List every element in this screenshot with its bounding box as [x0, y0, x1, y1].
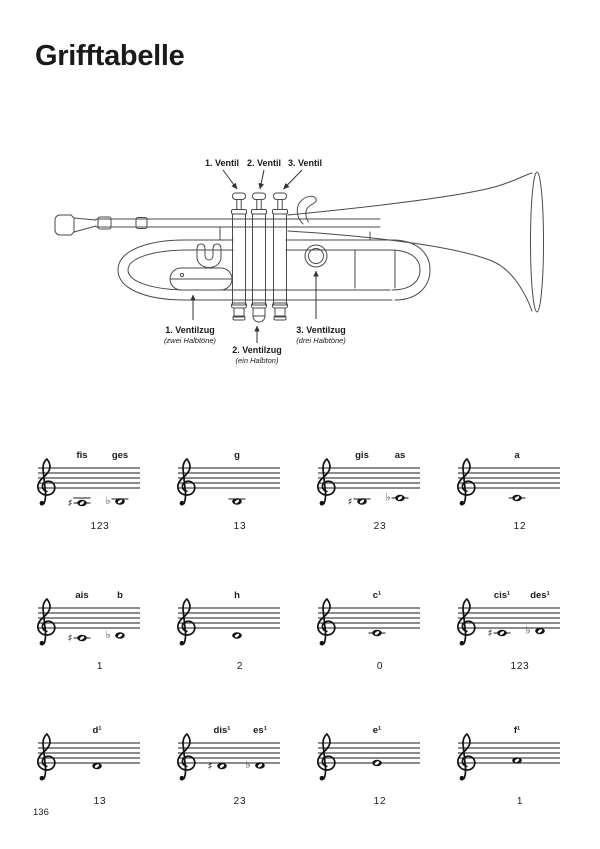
accidental-sign: ♯: [67, 497, 73, 510]
accidental-sign: ♭: [385, 491, 391, 504]
accidental-sign: ♭: [525, 624, 531, 637]
treble-clef-icon: [178, 459, 195, 506]
fingering-cell: [310, 445, 450, 537]
note-name-label: fis: [76, 450, 88, 461]
fingering-value: 123: [510, 661, 530, 672]
accidental-sign: ♯: [207, 760, 213, 773]
valve-2-label: 2. Ventil: [246, 158, 282, 168]
treble-clef-icon: [38, 599, 55, 646]
staff: [458, 608, 560, 628]
treble-clef-icon: [458, 459, 475, 506]
fingering-value: 13: [233, 521, 247, 532]
accidental-sign: ♭: [105, 629, 111, 641]
note-name-label: dis¹: [213, 725, 231, 736]
accidental-sign: ♯: [347, 496, 353, 508]
fingering-cell: [170, 720, 310, 812]
fingering-value: 12: [373, 796, 387, 807]
note-name-label: c¹: [372, 590, 382, 601]
fingering-cell: [450, 720, 590, 812]
valve-1-label: 1. Ventil: [204, 158, 240, 168]
valve-3-label: 3. Ventil: [287, 158, 323, 168]
treble-clef-icon: [318, 734, 335, 781]
fingering-value: 2: [236, 661, 244, 672]
accidental-sign: ♭: [105, 495, 111, 507]
pointer-arrows: [193, 170, 316, 343]
note-name-label: es¹: [253, 725, 267, 736]
fingering-cell: [310, 720, 450, 812]
note-name-label: h: [234, 590, 240, 601]
staff: [38, 608, 140, 628]
treble-clef-icon: [318, 459, 335, 506]
staff: [318, 608, 420, 628]
fingering-cell: [30, 445, 170, 537]
slide-1-sublabel: (zwei Halbtöne): [163, 336, 217, 345]
treble-clef-icon: [458, 599, 475, 646]
slide-2-label: 2. Ventilzug: [232, 345, 282, 355]
note-name-label: cis¹: [493, 590, 511, 601]
note-name-label: g: [234, 450, 240, 461]
note-name-label: d¹: [92, 725, 102, 736]
page-number: 136: [33, 807, 49, 818]
staff: [458, 743, 560, 763]
fingering-cell: [170, 445, 310, 537]
trumpet-outline: [55, 172, 544, 322]
treble-clef-icon: [178, 599, 195, 646]
note-name-label: ais: [75, 590, 89, 601]
fingering-value: 123: [90, 521, 110, 532]
staff: [178, 743, 280, 763]
treble-clef-icon: [318, 599, 335, 646]
note-name-label: b: [117, 590, 123, 601]
fingering-cell: [310, 585, 450, 677]
fingering-chart-row-1: [30, 445, 590, 537]
staff: [318, 468, 420, 488]
note-name-label: des¹: [530, 590, 550, 601]
fingering-value: 23: [373, 521, 387, 532]
trumpet-figure: [40, 145, 560, 375]
page-title: Grifftabelle: [35, 40, 185, 72]
fingering-cell: [170, 585, 310, 677]
accidental-sign: ♯: [487, 627, 493, 640]
slide-1-label: 1. Ventilzug: [165, 325, 215, 335]
staff: [178, 468, 280, 488]
note-name-label: f¹: [513, 725, 521, 736]
treble-clef-icon: [38, 734, 55, 781]
fingering-value: 13: [93, 796, 107, 807]
fingering-value: 23: [233, 796, 247, 807]
staff: [38, 468, 140, 488]
fingering-cell: [30, 585, 170, 677]
fingering-value: 1: [96, 661, 104, 672]
staff: [318, 743, 420, 763]
slide-3-sublabel: (drei Halbtöne): [296, 336, 346, 345]
note-name-label: ges: [111, 450, 129, 461]
treble-clef-icon: [178, 734, 195, 781]
note-name-label: a: [514, 450, 520, 461]
fingering-value: 1: [516, 796, 524, 807]
slide-2-sublabel: (ein Halbton): [235, 356, 279, 365]
fingering-cell: [30, 720, 170, 812]
accidental-sign: ♭: [245, 759, 251, 771]
fingering-chart-row-3: [30, 720, 590, 812]
note-name-label: gis: [355, 450, 369, 461]
fingering-value: 0: [376, 661, 384, 672]
note-name-label: as: [394, 450, 406, 461]
fingering-cell: [450, 445, 590, 537]
treble-clef-icon: [38, 459, 55, 506]
trumpet-illustration: [40, 145, 560, 375]
staff: [458, 468, 560, 488]
fingering-cell: [450, 585, 590, 677]
staff: [178, 608, 280, 628]
note-name-label: e¹: [372, 725, 382, 736]
staff: [38, 743, 140, 763]
fingering-value: 12: [513, 521, 527, 532]
fingering-chart-row-2: [30, 585, 590, 677]
slide-3-label: 3. Ventilzug: [296, 325, 346, 335]
treble-clef-icon: [458, 734, 475, 781]
accidental-sign: ♯: [67, 632, 73, 645]
